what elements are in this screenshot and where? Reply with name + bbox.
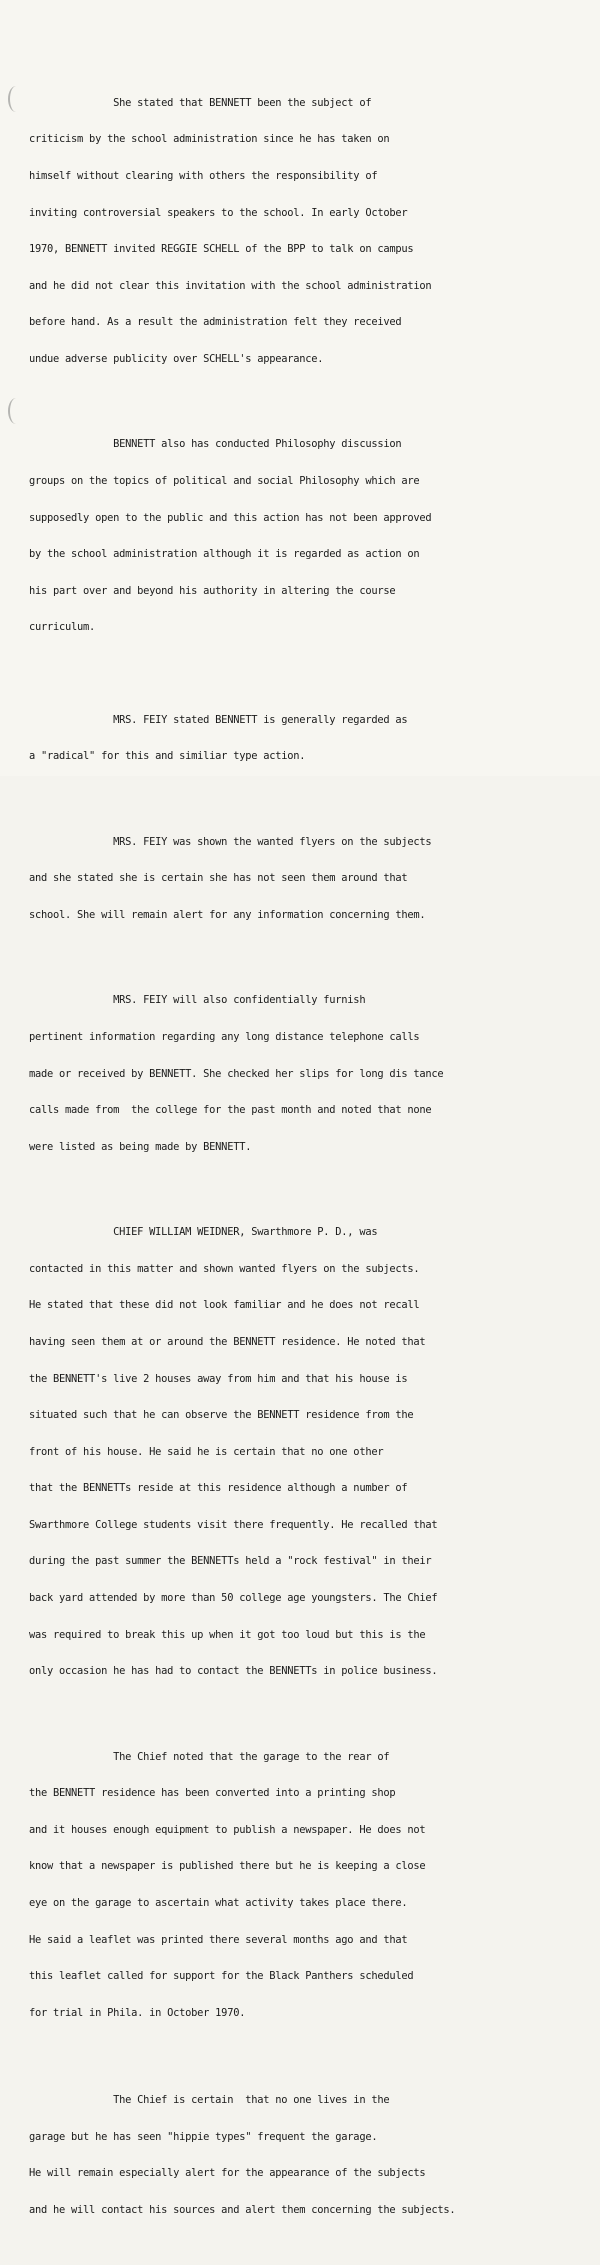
text-line: that the BENNETTs reside at this residence although a number of (29, 1482, 408, 1495)
text-line: and it houses enough equipment to publish a newspaper. He does not (29, 1823, 426, 1836)
text-line: this leaflet called for support for the Black Panthers scheduled (29, 1970, 414, 1983)
text-line: He said a leaflet was printed there several months ago and that (29, 1933, 408, 1946)
text-line: the BENNETT's live 2 houses away from him and that his house is (29, 1372, 408, 1385)
paragraph (29, 689, 595, 787)
paragraph (29, 970, 595, 1177)
text-line: were listed as being made by BENNETT. (29, 1140, 252, 1153)
text-line: criticism by the school administration since he has taken on (29, 133, 390, 146)
text-line: MRS. FEIY was shown the wanted flyers on the subjects (29, 835, 432, 848)
document-body (29, 48, 595, 2265)
text-line: MRS. FEIY will also confidentially furnish (29, 994, 366, 1007)
text-line: situated such that he can observe the BENNETT residence from the (29, 1409, 414, 1422)
text-line: was required to break this up when it got too loud but this is the (29, 1628, 426, 1641)
text-line: a "radical" for this and similiar type action. (29, 750, 306, 763)
text-line: school. She will remain alert for any information concerning them. (29, 908, 426, 921)
text-line: contacted in this matter and shown wanted flyers on the subjects. (29, 1262, 420, 1275)
paragraph (29, 1726, 595, 2043)
text-line: Swarthmore College students visit there frequently. He recalled that (29, 1518, 438, 1531)
text-line: front of his house. He said he is certain that no one other (29, 1445, 384, 1458)
text-line: He will remain especially alert for the appearance of the subjects (29, 2167, 426, 2180)
text-line: by the school administration although it is regarded as action on (29, 548, 420, 561)
text-line: before hand. As a result the administration felt they received (29, 316, 402, 329)
text-line: during the past summer the BENNETTs held a "rock festival" in their (29, 1555, 432, 1568)
paragraph (29, 811, 595, 945)
text-line: back yard attended by more than 50 college age youngsters. The Chief (29, 1592, 438, 1605)
paragraph (29, 2070, 595, 2241)
text-line: the BENNETT residence has been converted into a printing shop (29, 1787, 396, 1800)
text-line: She stated that BENNETT been the subject of (29, 96, 372, 109)
text-line: groups on the topics of political and social Philosophy which are (29, 474, 420, 487)
text-line: CHIEF WILLIAM WEIDNER, Swarthmore P. D., was (29, 1226, 378, 1239)
text-line: and she stated she is certain she has not seen them around that (29, 872, 408, 885)
text-line: having seen them at or around the BENNETT residence. He noted that (29, 1335, 426, 1348)
text-line: garage but he has seen "hippie types" frequent the garage. (29, 2130, 378, 2143)
text-line: and he did not clear this invitation with the school administration (29, 279, 432, 292)
text-line: MRS. FEIY stated BENNETT is generally regarded as (29, 713, 408, 726)
paragraph (29, 72, 595, 389)
text-line: BENNETT also has conducted Philosophy discussion (29, 438, 402, 451)
text-line: and he will contact his sources and alert them concerning the subjects. (29, 2204, 456, 2216)
text-line: know that a newspaper is published there but he is keeping a close (29, 1860, 426, 1873)
text-line: The Chief noted that the garage to the rear of (29, 1750, 390, 1763)
binder-hole-mark (8, 86, 24, 112)
text-line: undue adverse publicity over SCHELL's appearance. (29, 352, 324, 365)
binder-hole-mark (8, 398, 24, 424)
text-line: calls made from the college for the past month and noted that none (29, 1104, 432, 1117)
text-line: He stated that these did not look familiar and he does not recall (29, 1299, 420, 1312)
text-line: 1970, BENNETT invited REGGIE SCHELL of the BPP to talk on campus (29, 243, 414, 256)
text-line: eye on the garage to ascertain what activity takes place there. (29, 1897, 408, 1910)
text-line: inviting controversial speakers to the school. In early October (29, 206, 408, 219)
text-line: himself without clearing with others the responsibility of (29, 170, 378, 182)
paragraph (29, 1202, 595, 1702)
text-line: his part over and beyond his authority in altering the course (29, 584, 396, 597)
text-line: for trial in Phila. in October 1970. (29, 2006, 246, 2019)
text-line: supposedly open to the public and this action has not been approved (29, 511, 432, 524)
text-line: made or received by BENNETT. She checked her slips for long dis tance (29, 1067, 444, 1080)
text-line: pertinent information regarding any long distance telephone calls (29, 1030, 420, 1043)
text-line: The Chief is certain that no one lives in the (29, 2094, 390, 2107)
text-line: only occasion he has had to contact the BENNETTs in police business. (29, 1665, 438, 1678)
text-line: curriculum. (29, 621, 96, 634)
paragraph (29, 414, 595, 658)
